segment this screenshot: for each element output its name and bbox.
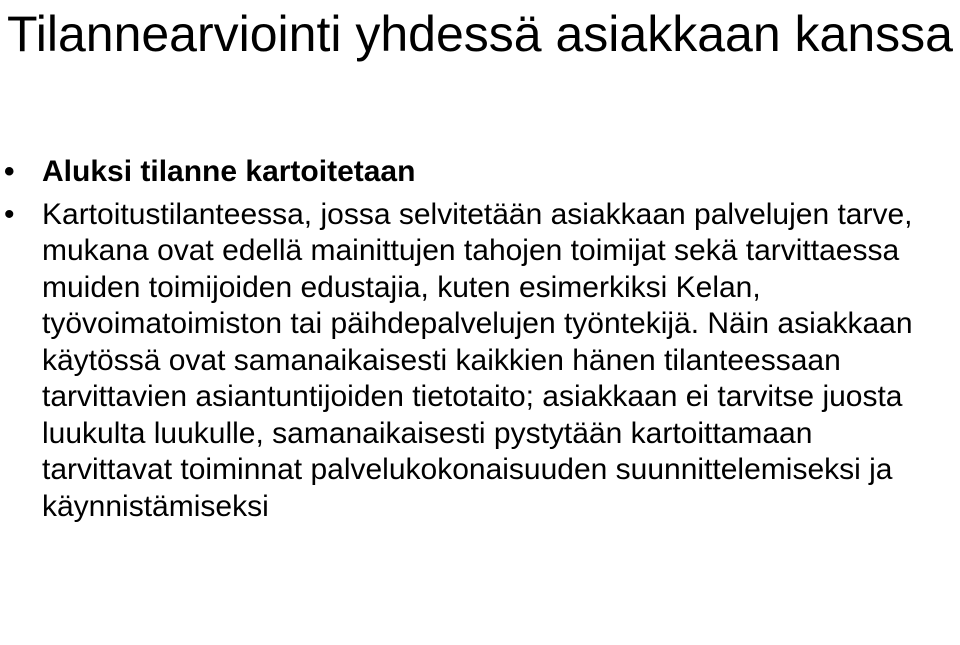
bullet-item-description [0,197,960,526]
bullet-icon: • [4,197,15,231]
bullet-list [0,154,960,525]
bullet-text: Aluksi tilanne kartoitetaan [42,155,416,188]
bullet-icon: • [4,155,15,188]
bullet-text: Kartoitustilanteessa, jossa selvitetään asiakkaan palvelujen tarve, mukana ovat edellä mainittujen tahojen toimijat sekä tarvittaessa muiden toimijoiden edustajia, kuten esimerkiksi Kelan, työvoimatoimiston tai päihdepalvelujen työntekijä. Näin asiakkaan käytössä ovat samanaikaisesti kaikkien hänen tilanteessaan tarvittavien asiantuntijoiden tietotaito; asiakkaan ei tarvitse juosta luukulta luukulle, samanaikaisesti pystytään kartoittamaan tarvittavat toiminnat palvelukokonaisuuden suunnittelemiseksi ja käynnistämiseksi [42,197,913,523]
slide-title: Tilannearviointi yhdessä asiakkaan kanssa [7,6,953,62]
bullet-item-intro [0,154,960,191]
